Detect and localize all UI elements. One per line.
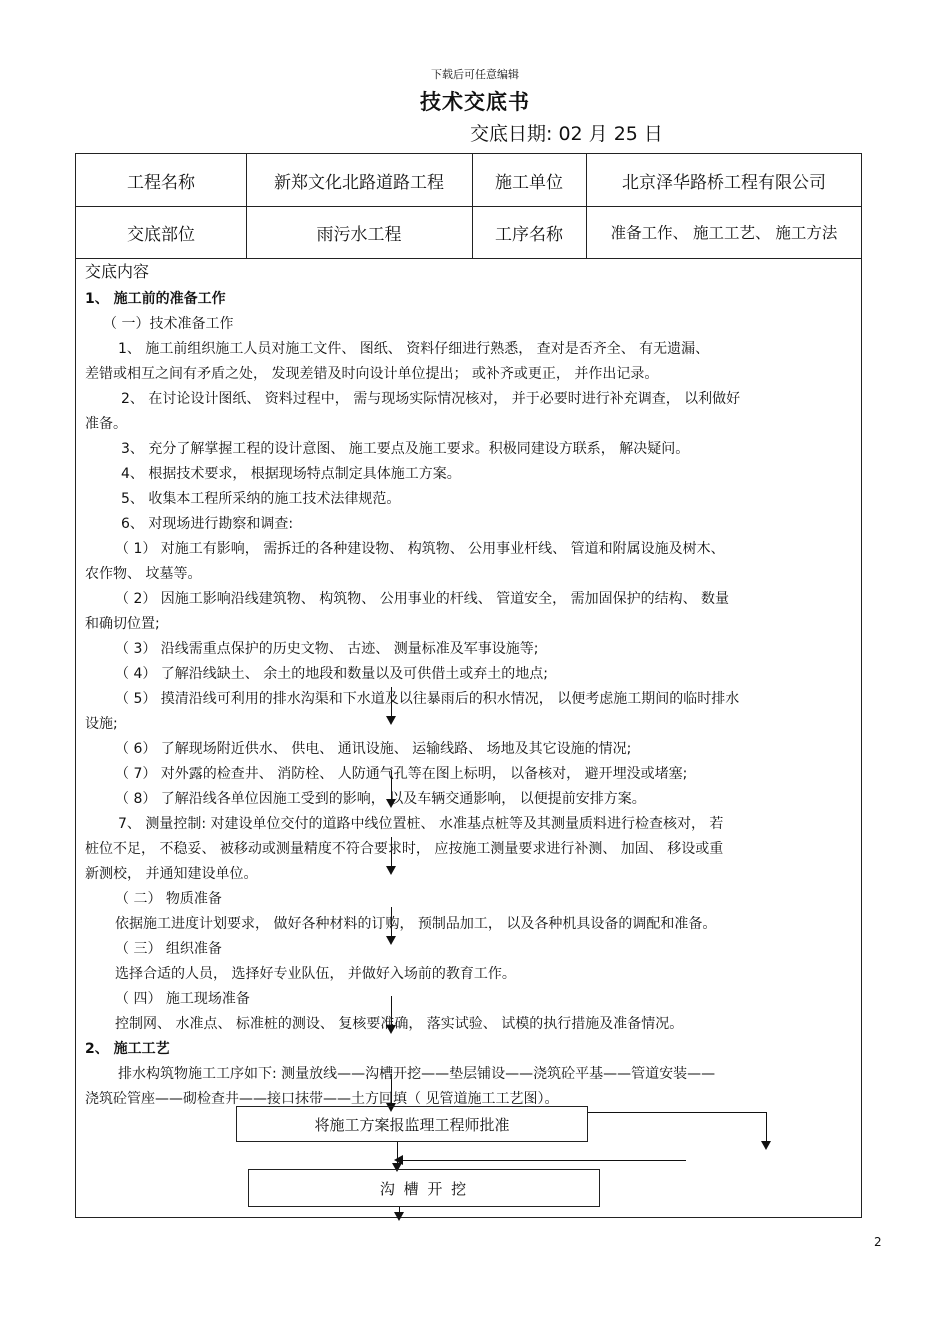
left-arrow-icon bbox=[396, 1160, 686, 1161]
paragraph-line: 1、 施工前组织施工人员对施工文件、 图纸、 资料仔细进行熟悉， 查对是否齐全、 有无遗漏、 bbox=[118, 341, 710, 357]
paragraph-line: 选择合适的人员， 选择好专业队伍， 并做好入场前的教育工作。 bbox=[115, 966, 516, 982]
paragraph-line: 7、 测量控制: 对建设单位交付的道路中线位置桩、 水准基点桩等及其测量质料进行检查核对， 若 bbox=[118, 816, 724, 832]
flow-step-approval: 将施工方案报监理工程师批准 bbox=[236, 1106, 588, 1142]
paragraph-line: 农作物、 坟墓等。 bbox=[85, 566, 202, 582]
paragraph-line: 准备。 bbox=[85, 416, 127, 432]
subsection-heading: （ 一）技术准备工作 bbox=[103, 316, 234, 332]
header-note: 下载后可任意编辑 bbox=[431, 68, 519, 81]
process-name-value: 准备工作、 施工工艺、 施工方法 bbox=[610, 224, 838, 242]
process-name-label: 工序名称 bbox=[495, 224, 563, 245]
subsection-heading: （ 三） 组织准备 bbox=[115, 941, 222, 957]
paragraph-line: 6、 对现场进行勘察和调查: bbox=[121, 516, 294, 532]
paragraph-line: 依据施工进度计划要求， 做好各种材料的订购， 预制品加工， 以及各种机具设备的调配和准备。 bbox=[115, 916, 717, 932]
paragraph-line: 新测校， 并通知建设单位。 bbox=[85, 866, 258, 882]
paragraph-line: （ 2） 因施工影响沿线建筑物、 构筑物、 公用事业的杆线、 管道安全， 需加固保护的结构、 数量 bbox=[115, 591, 730, 607]
page-number: 2 bbox=[874, 1235, 882, 1249]
handover-date: 交底日期: 02 月 25 日 bbox=[470, 123, 663, 145]
paragraph-line: 桩位不足， 不稳妥、 被移动或测量精度不符合要求时， 应按施工测量要求进行补测、 加固、 移设或重 bbox=[85, 841, 724, 857]
document-title: 技术交底书 bbox=[420, 90, 530, 114]
down-arrow-icon bbox=[391, 907, 392, 943]
project-name-label: 工程名称 bbox=[127, 172, 195, 193]
paragraph-line: 浇筑砼管座——砌检查井——接口抹带——土方回填（ 见管道施工工艺图）。 bbox=[85, 1091, 559, 1107]
contractor-value: 北京泽华路桥工程有限公司 bbox=[622, 172, 826, 193]
handover-part-value: 雨污水工程 bbox=[316, 224, 402, 245]
down-arrow-icon bbox=[391, 837, 392, 873]
down-arrow-icon bbox=[391, 1074, 392, 1110]
flow-step-trench-excavation: 沟 槽 开 挖 bbox=[248, 1169, 600, 1207]
down-arrow-icon bbox=[391, 687, 392, 723]
document-table bbox=[75, 153, 862, 1218]
down-arrow-icon bbox=[397, 1142, 398, 1170]
paragraph-line: （ 5） 摸清沿线可利用的排水沟渠和下水道及以往暴雨后的积水情况， 以便考虑施工期间的临时排水 bbox=[115, 691, 740, 707]
section-heading: 2、 施工工艺 bbox=[85, 1041, 170, 1057]
row-divider bbox=[76, 258, 861, 259]
paragraph-line: （ 7） 对外露的检查井、 消防栓、 人防通气孔等在图上标明， 以备核对， 避开埋没或堵塞; bbox=[115, 766, 688, 782]
paragraph-line: 控制网、 水准点、 标准桩的测设、 复核要准确， 落实试验、 试模的执行措施及准备情况。 bbox=[115, 1016, 684, 1032]
subsection-heading: （ 二） 物质准备 bbox=[115, 891, 222, 907]
paragraph-line: 4、 根据技术要求， 根据现场特点制定具体施工方案。 bbox=[121, 466, 461, 482]
section-heading: 1、 施工前的准备工作 bbox=[85, 291, 226, 307]
content-heading: 交底内容 bbox=[85, 262, 150, 281]
paragraph-line: 排水构筑物施工工序如下: 测量放线——沟槽开挖——垫层铺设——浇筑砼平基——管道安装—— bbox=[118, 1066, 716, 1082]
paragraph-line: 5、 收集本工程所采纳的施工技术法律规范。 bbox=[121, 491, 401, 507]
connector-line bbox=[588, 1112, 766, 1113]
project-name-value: 新郑文化北路道路工程 bbox=[274, 172, 444, 193]
paragraph-line: （ 3） 沿线需重点保护的历史文物、 古迹、 测量标准及军事设施等; bbox=[115, 641, 539, 657]
handover-part-label: 交底部位 bbox=[127, 224, 195, 245]
subsection-heading: （ 四） 施工现场准备 bbox=[115, 991, 250, 1007]
paragraph-line: （ 8） 了解沿线各单位因施工受到的影响， 以及车辆交通影响， 以便提前安排方案。 bbox=[115, 791, 646, 807]
down-arrow-icon bbox=[391, 770, 392, 806]
paragraph-line: （ 4） 了解沿线缺土、 余土的地段和数量以及可供借土或弃土的地点; bbox=[115, 666, 548, 682]
paragraph-line: （ 6） 了解现场附近供水、 供电、 通讯设施、 运输线路、 场地及其它设施的情况; bbox=[115, 741, 632, 757]
paragraph-line: 和确切位置; bbox=[85, 616, 160, 632]
contractor-label: 施工单位 bbox=[495, 172, 563, 193]
paragraph-line: 3、 充分了解掌握工程的设计意图、 施工要点及施工要求。积极同建设方联系， 解决疑问。 bbox=[121, 441, 690, 457]
paragraph-line: 2、 在讨论设计图纸、 资料过程中， 需与现场实际情况核对， 并于必要时进行补充调查， 以利做好 bbox=[121, 391, 741, 407]
paragraph-line: 设施; bbox=[85, 716, 118, 732]
down-arrow-icon bbox=[391, 996, 392, 1032]
paragraph-line: 差错或相互之间有矛盾之处， 发现差错及时向设计单位提出； 或补齐或更正， 并作出记录。 bbox=[85, 366, 659, 382]
paragraph-line: （ 1） 对施工有影响， 需拆迁的各种建设物、 构筑物、 公用事业杆线、 管道和附属设施及树木、 bbox=[115, 541, 725, 557]
down-arrow-icon bbox=[766, 1112, 767, 1148]
down-arrow-icon bbox=[399, 1207, 400, 1219]
